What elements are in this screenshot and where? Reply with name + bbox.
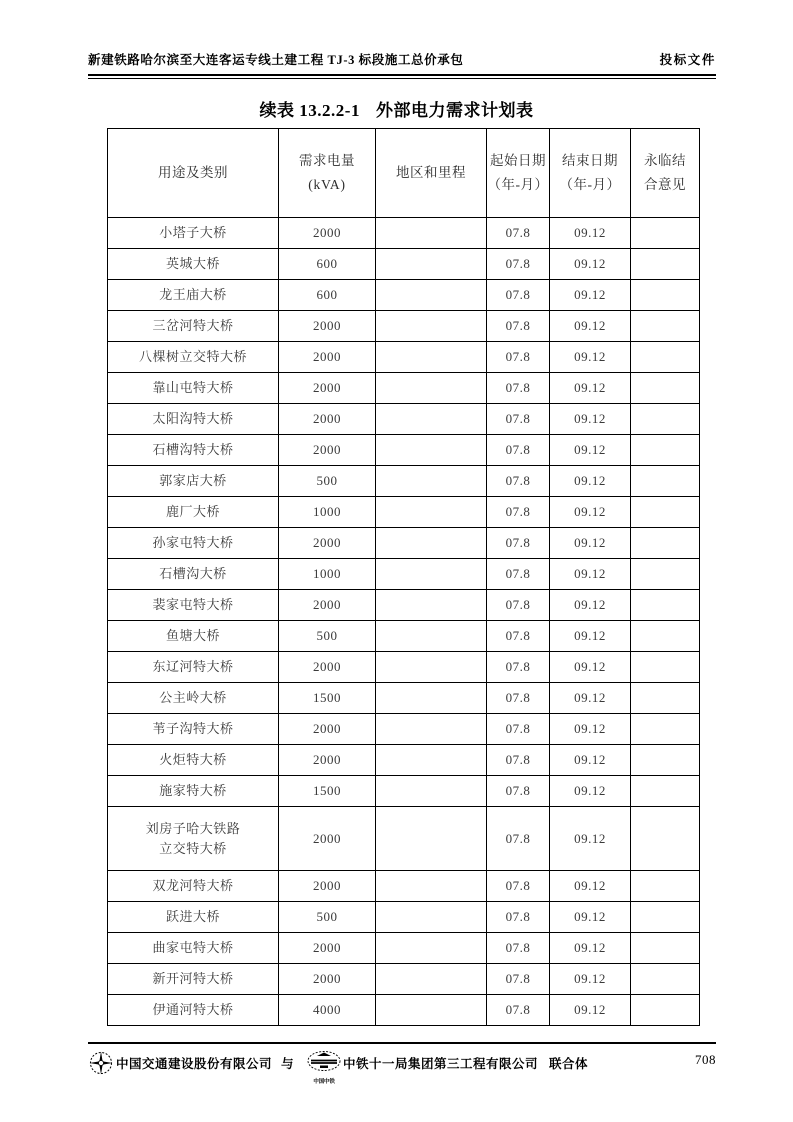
- cell-permanent-temporary-opinion: [631, 902, 700, 933]
- cell-area-mileage: [376, 871, 487, 902]
- cell-usage-category: [108, 497, 279, 528]
- cell-permanent-temporary-opinion: [631, 280, 700, 311]
- cell-end-date: 09.12: [550, 683, 631, 714]
- cell-usage-category: [108, 559, 279, 590]
- cell-usage-category: [108, 745, 279, 776]
- cell-permanent-temporary-opinion: [631, 559, 700, 590]
- cell-permanent-temporary-opinion: [631, 342, 700, 373]
- cell-permanent-temporary-opinion: [631, 311, 700, 342]
- cell-end-date: 09.12: [550, 776, 631, 807]
- cell-usage-category: [108, 404, 279, 435]
- table-row: [108, 342, 700, 373]
- table-header-row: [108, 129, 700, 218]
- cell-usage-category: [108, 807, 279, 871]
- cell-area-mileage: [376, 933, 487, 964]
- cell-demand-capacity: 500: [279, 466, 376, 497]
- table-row: [108, 590, 700, 621]
- footer-company-a: 中国交通建设股份有限公司: [116, 1057, 273, 1071]
- cell-usage-category: [108, 466, 279, 497]
- table-title-number: 续表 13.2.2-1: [259, 101, 360, 120]
- cell-end-date: 09.12: [550, 497, 631, 528]
- cell-end-date: 09.12: [550, 559, 631, 590]
- table-row: [108, 995, 700, 1026]
- cell-demand-capacity: 4000: [279, 995, 376, 1026]
- table-row: [108, 528, 700, 559]
- cell-permanent-temporary-opinion: [631, 964, 700, 995]
- cell-permanent-temporary-opinion: [631, 590, 700, 621]
- cell-demand-capacity: 600: [279, 280, 376, 311]
- footer-rule: [88, 1042, 716, 1044]
- cell-end-date: 09.12: [550, 466, 631, 497]
- cell-demand-capacity: 2000: [279, 404, 376, 435]
- cell-start-date: 07.8: [487, 590, 550, 621]
- cell-demand-capacity: 2000: [279, 745, 376, 776]
- cell-line: 伊通河特大桥: [152, 1002, 234, 1018]
- column-header-demand-capacity: 需求电量 (kVA): [279, 129, 376, 218]
- cell-line: 公主岭大桥: [159, 690, 227, 706]
- cell-start-date: 07.8: [487, 528, 550, 559]
- cell-demand-capacity: 2000: [279, 218, 376, 249]
- cell-end-date: 09.12: [550, 745, 631, 776]
- cell-area-mileage: [376, 995, 487, 1026]
- running-header-title: 新建铁路哈尔滨至大连客运专线土建工程 TJ-3 标段施工总价承包: [88, 53, 464, 67]
- cell-line: 靠山屯特大桥: [152, 380, 234, 396]
- cell-demand-capacity: 2000: [279, 528, 376, 559]
- cell-permanent-temporary-opinion: [631, 249, 700, 280]
- cell-permanent-temporary-opinion: [631, 995, 700, 1026]
- cell-usage-category: [108, 714, 279, 745]
- cell-usage-category: [108, 528, 279, 559]
- cell-demand-capacity: 2000: [279, 590, 376, 621]
- cell-demand-capacity: 2000: [279, 807, 376, 871]
- table-row: [108, 807, 700, 871]
- table-row: [108, 497, 700, 528]
- table-row: [108, 280, 700, 311]
- cell-usage-category: [108, 590, 279, 621]
- cell-start-date: 07.8: [487, 776, 550, 807]
- cell-area-mileage: [376, 311, 487, 342]
- cell-end-date: 09.12: [550, 342, 631, 373]
- cell-demand-capacity: 600: [279, 249, 376, 280]
- cell-end-date: 09.12: [550, 933, 631, 964]
- header-rule-thick: [88, 74, 716, 76]
- cell-start-date: 07.8: [487, 807, 550, 871]
- cell-demand-capacity: 2000: [279, 342, 376, 373]
- cell-line: 施家特大桥: [159, 783, 227, 799]
- cell-end-date: 09.12: [550, 218, 631, 249]
- table-row: [108, 404, 700, 435]
- cell-line: 石槽沟特大桥: [152, 442, 234, 458]
- cell-permanent-temporary-opinion: [631, 466, 700, 497]
- cell-demand-capacity: 1000: [279, 559, 376, 590]
- table-row: [108, 902, 700, 933]
- cell-end-date: 09.12: [550, 995, 631, 1026]
- cell-area-mileage: [376, 964, 487, 995]
- cell-demand-capacity: 2000: [279, 933, 376, 964]
- table-row: [108, 652, 700, 683]
- cell-line: 双龙河特大桥: [152, 878, 234, 894]
- cell-demand-capacity: 1500: [279, 683, 376, 714]
- cell-demand-capacity: 2000: [279, 714, 376, 745]
- cell-start-date: 07.8: [487, 280, 550, 311]
- table-row: [108, 249, 700, 280]
- footer-company-b: 中铁十一局集团第三工程有限公司: [343, 1057, 539, 1071]
- cell-area-mileage: [376, 652, 487, 683]
- table-row: [108, 933, 700, 964]
- cell-line: 小塔子大桥: [159, 225, 227, 241]
- cell-permanent-temporary-opinion: [631, 807, 700, 871]
- cell-demand-capacity: 2000: [279, 964, 376, 995]
- cell-start-date: 07.8: [487, 404, 550, 435]
- table-row: [108, 373, 700, 404]
- cell-usage-category: [108, 342, 279, 373]
- cell-usage-category: [108, 218, 279, 249]
- cell-start-date: 07.8: [487, 964, 550, 995]
- cell-line: 郭家店大桥: [159, 473, 227, 489]
- cell-usage-category: [108, 964, 279, 995]
- cell-line: 立交特大桥: [159, 840, 227, 856]
- cell-permanent-temporary-opinion: [631, 497, 700, 528]
- table-title: [0, 96, 793, 121]
- column-header-permanent-temporary-opinion: 永临结 合意见: [631, 129, 700, 218]
- column-header-usage-category: 用途及类别: [108, 129, 279, 218]
- cell-start-date: 07.8: [487, 249, 550, 280]
- cell-end-date: 09.12: [550, 590, 631, 621]
- power-demand-table: [107, 128, 700, 1026]
- running-footer: [88, 1048, 716, 1085]
- cell-area-mileage: [376, 342, 487, 373]
- cell-end-date: 09.12: [550, 249, 631, 280]
- table-row: [108, 745, 700, 776]
- cell-demand-capacity: 1000: [279, 497, 376, 528]
- cell-permanent-temporary-opinion: [631, 652, 700, 683]
- cell-demand-capacity: 2000: [279, 311, 376, 342]
- cell-end-date: 09.12: [550, 871, 631, 902]
- cell-area-mileage: [376, 497, 487, 528]
- cell-line: 苇子沟特大桥: [152, 721, 234, 737]
- cell-start-date: 07.8: [487, 311, 550, 342]
- footer-conjunction: 与: [281, 1057, 295, 1071]
- cell-line: 曲家屯特大桥: [152, 940, 234, 956]
- cell-end-date: 09.12: [550, 807, 631, 871]
- cell-line: 裴家屯特大桥: [152, 597, 234, 613]
- cell-area-mileage: [376, 902, 487, 933]
- cell-start-date: 07.8: [487, 995, 550, 1026]
- cell-area-mileage: [376, 776, 487, 807]
- cell-permanent-temporary-opinion: [631, 528, 700, 559]
- column-header-start-date: 起始日期 （年-月）: [487, 129, 550, 218]
- cell-line: 跃进大桥: [165, 909, 220, 925]
- cell-area-mileage: [376, 373, 487, 404]
- cell-usage-category: [108, 373, 279, 404]
- cell-area-mileage: [376, 218, 487, 249]
- cell-start-date: 07.8: [487, 902, 550, 933]
- cell-demand-capacity: 2000: [279, 871, 376, 902]
- cell-start-date: 07.8: [487, 559, 550, 590]
- cell-end-date: 09.12: [550, 435, 631, 466]
- table-row: [108, 964, 700, 995]
- table-row: [108, 776, 700, 807]
- cell-line: 刘房子哈大铁路: [145, 821, 241, 836]
- cell-line: 三岔河特大桥: [152, 318, 234, 334]
- table-body: [108, 218, 700, 1026]
- cell-usage-category: [108, 902, 279, 933]
- cell-permanent-temporary-opinion: [631, 714, 700, 745]
- cell-end-date: 09.12: [550, 373, 631, 404]
- cell-start-date: 07.8: [487, 683, 550, 714]
- table-row: [108, 683, 700, 714]
- cell-area-mileage: [376, 404, 487, 435]
- cell-demand-capacity: 2000: [279, 373, 376, 404]
- cell-usage-category: [108, 933, 279, 964]
- table-row: [108, 871, 700, 902]
- cell-start-date: 07.8: [487, 745, 550, 776]
- cell-area-mileage: [376, 714, 487, 745]
- cell-area-mileage: [376, 249, 487, 280]
- cell-start-date: 07.8: [487, 435, 550, 466]
- cell-start-date: 07.8: [487, 652, 550, 683]
- cell-area-mileage: [376, 280, 487, 311]
- column-header-end-date: 结束日期 （年-月）: [550, 129, 631, 218]
- table-row: [108, 559, 700, 590]
- cell-area-mileage: [376, 528, 487, 559]
- table-title-name: 外部电力需求计划表: [375, 101, 534, 120]
- cell-usage-category: [108, 311, 279, 342]
- cell-end-date: 09.12: [550, 404, 631, 435]
- cell-end-date: 09.12: [550, 621, 631, 652]
- cell-permanent-temporary-opinion: [631, 218, 700, 249]
- cell-usage-category: [108, 280, 279, 311]
- cell-permanent-temporary-opinion: [631, 871, 700, 902]
- cell-area-mileage: [376, 745, 487, 776]
- table-row: [108, 311, 700, 342]
- cell-end-date: 09.12: [550, 311, 631, 342]
- cell-area-mileage: [376, 807, 487, 871]
- header-rule-thin: [88, 78, 716, 79]
- cell-usage-category: [108, 652, 279, 683]
- cell-permanent-temporary-opinion: [631, 404, 700, 435]
- cell-permanent-temporary-opinion: [631, 621, 700, 652]
- cell-start-date: 07.8: [487, 871, 550, 902]
- cell-line: 火炬特大桥: [159, 752, 227, 768]
- running-header: [88, 50, 716, 68]
- cell-start-date: 07.8: [487, 466, 550, 497]
- cell-area-mileage: [376, 466, 487, 497]
- table-header: [108, 129, 700, 218]
- cell-area-mileage: [376, 683, 487, 714]
- cell-permanent-temporary-opinion: [631, 683, 700, 714]
- running-header-doctype: 投标文件: [659, 53, 716, 67]
- cell-usage-category: [108, 776, 279, 807]
- cell-start-date: 07.8: [487, 621, 550, 652]
- cell-permanent-temporary-opinion: [631, 435, 700, 466]
- page-number: 708: [695, 1052, 716, 1067]
- cell-end-date: 09.12: [550, 528, 631, 559]
- footer-consortium: [88, 1048, 589, 1085]
- cell-start-date: 07.8: [487, 497, 550, 528]
- cell-start-date: 07.8: [487, 342, 550, 373]
- cell-end-date: 09.12: [550, 902, 631, 933]
- power-demand-table-wrapper: [107, 128, 693, 1026]
- cccc-compass-logo-icon: [88, 1050, 114, 1076]
- cell-end-date: 09.12: [550, 652, 631, 683]
- cell-start-date: 07.8: [487, 714, 550, 745]
- cell-line: 东辽河特大桥: [152, 659, 234, 675]
- cell-demand-capacity: 500: [279, 902, 376, 933]
- cell-demand-capacity: 2000: [279, 652, 376, 683]
- cell-permanent-temporary-opinion: [631, 745, 700, 776]
- cell-start-date: 07.8: [487, 933, 550, 964]
- cell-area-mileage: [376, 590, 487, 621]
- cell-line: 石槽沟大桥: [159, 566, 227, 582]
- cell-start-date: 07.8: [487, 373, 550, 404]
- cell-area-mileage: [376, 559, 487, 590]
- table-row: [108, 435, 700, 466]
- cell-line: 孙家屯特大桥: [152, 535, 234, 551]
- column-header-area-mileage: 地区和里程: [376, 129, 487, 218]
- cell-demand-capacity: 2000: [279, 435, 376, 466]
- cell-usage-category: [108, 995, 279, 1026]
- cell-usage-category: [108, 871, 279, 902]
- table-row: [108, 714, 700, 745]
- cell-end-date: 09.12: [550, 964, 631, 995]
- cell-line: 新开河特大桥: [152, 971, 234, 987]
- cell-end-date: 09.12: [550, 280, 631, 311]
- cell-permanent-temporary-opinion: [631, 933, 700, 964]
- china-railway-logo-text: 中国中铁: [313, 1079, 335, 1085]
- cell-start-date: 07.8: [487, 218, 550, 249]
- china-railway-logo-icon: [307, 1050, 341, 1085]
- cell-usage-category: [108, 621, 279, 652]
- cell-line: 鱼塘大桥: [165, 628, 220, 644]
- cell-end-date: 09.12: [550, 714, 631, 745]
- footer-suffix: 联合体: [549, 1057, 589, 1071]
- cell-line: 龙王庙大桥: [159, 287, 227, 303]
- cell-demand-capacity: 1500: [279, 776, 376, 807]
- cell-area-mileage: [376, 435, 487, 466]
- cell-line: 英城大桥: [165, 256, 220, 272]
- cell-usage-category: [108, 435, 279, 466]
- table-row: [108, 466, 700, 497]
- cell-line: 太阳沟特大桥: [152, 411, 234, 427]
- table-row: [108, 621, 700, 652]
- cell-demand-capacity: 500: [279, 621, 376, 652]
- cell-permanent-temporary-opinion: [631, 776, 700, 807]
- cell-line: 八棵树立交特大桥: [138, 349, 247, 365]
- cell-permanent-temporary-opinion: [631, 373, 700, 404]
- cell-area-mileage: [376, 621, 487, 652]
- table-row: [108, 218, 700, 249]
- cell-usage-category: [108, 249, 279, 280]
- cell-usage-category: [108, 683, 279, 714]
- cell-line: 鹿厂大桥: [165, 504, 220, 520]
